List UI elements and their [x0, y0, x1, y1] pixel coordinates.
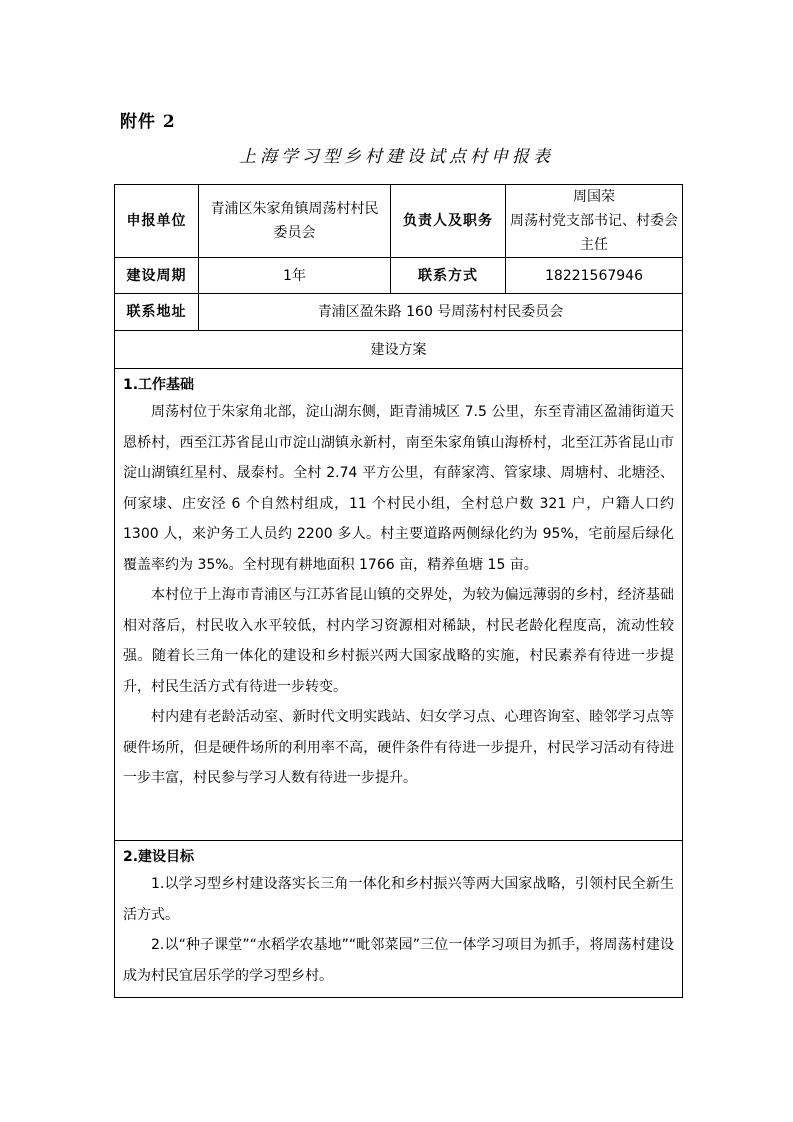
- person-cell: [506, 185, 683, 258]
- foundation-paragraph: 本村位于上海市青浦区与江苏省昆山镇的交界处，为较为偏远薄弱的乡村，经济基础相对落后，村民收入水平较低，村内学习资源相对稀缺，村民老龄化程度高，流动性较强。随着长三角一体化的建设和乡村振兴两大国家战略的实施，村民素养有待进一步提升，村民生活方式有待进一步转变。: [123, 587, 674, 695]
- applicant-value: 青浦区朱家角镇周荡村村民委员会: [199, 185, 391, 258]
- foundation-paragraph: 周荡村位于朱家角北部，淀山湖东侧，距青浦城区 7.5 公里，东至青浦区盈浦街道天恩桥村，西至江苏省昆山市淀山湖镇永新村，南至朱家角镇山海桥村，北至江苏省昆山市淀山湖镇红星村、晟泰村。全村 2.74 平方公里，有薛家湾、管家埭、周塘村、北塘泾、何家埭、庄安泾 6 个自然村组成，11 个村民小组，全村总户数 321 户，户籍人口约 1300 人，来沪务工人员约 2200 多人。村主要道路两侧绿化约为 95%，宅前屋后绿化覆盖率约为 35%。全村现有耕地面积 1766 亩，精养鱼塘 15 亩。: [123, 404, 674, 573]
- row-plan-heading: [115, 331, 683, 369]
- contact-value: 18221567946: [506, 258, 683, 294]
- address-value: 青浦区盈朱路 160 号周荡村村民委员会: [199, 294, 683, 331]
- goals-paragraph: 1.以学习型乡村建设落实长三角一体化和乡村振兴等两大国家战略，引领村民全新生活方式。: [123, 876, 674, 923]
- section-goals: [115, 841, 683, 998]
- row-section-goals: [115, 841, 683, 998]
- row-applicant: [115, 185, 683, 258]
- document-title: 上海学习型乡村建设试点村申报表: [239, 147, 554, 167]
- period-value: 1年: [199, 258, 391, 294]
- row-address: [115, 294, 683, 331]
- section-goals-heading: 2.建设目标: [123, 849, 195, 865]
- plan-heading: 建设方案: [115, 331, 683, 369]
- section-foundation: [115, 369, 683, 841]
- row-period: [115, 258, 683, 294]
- section-foundation-heading: 1.工作基础: [123, 377, 195, 393]
- applicant-label: 申报单位: [115, 185, 199, 258]
- contact-label: 联系方式: [391, 258, 506, 294]
- foundation-paragraph: 村内建有老龄活动室、新时代文明实践站、妇女学习点、心理咨询室、睦邻学习点等硬件场所，但是硬件场所的利用率不高，硬件条件有待进一步提升，村民学习活动有待进一步丰富，村民参与学习人数有待进一步提升。: [123, 709, 674, 786]
- row-section-foundation: [115, 369, 683, 841]
- person-label: 负责人及职务: [391, 185, 506, 258]
- application-form-table: [114, 184, 683, 998]
- goals-paragraph: 2.以“种子课堂”“水稻学农基地”“毗邻菜园”三位一体学习项目为抓手，将周荡村建设成为村民宜居乐学的学习型乡村。: [123, 937, 674, 984]
- attachment-label: 附件 2: [120, 112, 176, 132]
- period-label: 建设周期: [115, 258, 199, 294]
- address-label: 联系地址: [115, 294, 199, 331]
- person-name: 周国荣: [573, 189, 615, 205]
- person-title: 周荡村党支部书记、村委会主任: [510, 213, 678, 253]
